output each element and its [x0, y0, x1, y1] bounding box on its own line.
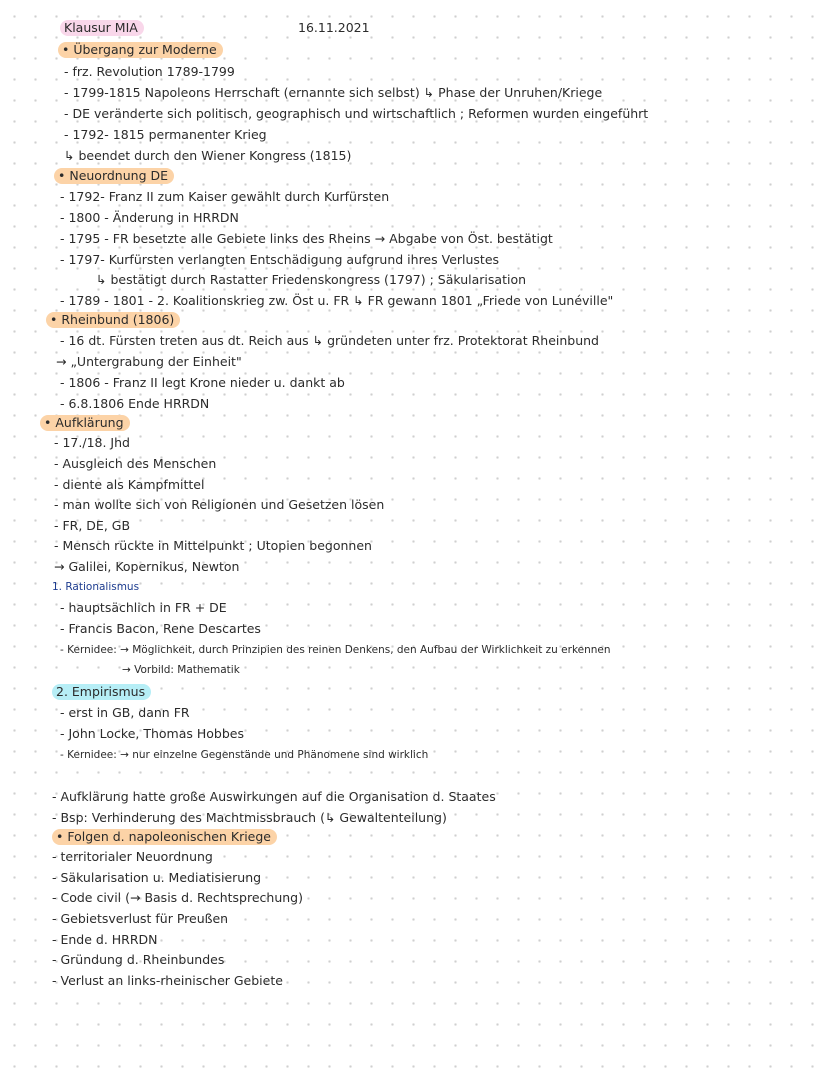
note-line: - Kernidee: → nur einzelne Gegenstände und Phänomene sind wirklich — [60, 749, 429, 761]
note-line: - 1792- 1815 permanenter Krieg — [64, 127, 267, 142]
note-line: - 1792- Franz II zum Kaiser gewählt durch Kurfürsten — [60, 189, 390, 204]
note-line: - Gebietsverlust für Preußen — [52, 911, 229, 926]
note-line: - Bsp: Verhinderung des Machtmissbrauch (↳ Gewaltenteilung) — [52, 810, 447, 825]
note-line: - 17./18. Jhd — [54, 435, 130, 450]
section-heading: • Folgen d. napoleonischen Kriege — [52, 829, 277, 845]
subheading: 1. Rationalismus — [52, 581, 140, 593]
note-line: → „Untergrabung der Einheit" — [56, 354, 242, 369]
note-line: - diente als Kampfmittel — [54, 477, 205, 492]
section-heading: 2. Empirismus — [52, 684, 151, 700]
note-line: - Ende d. HRRDN — [52, 932, 158, 947]
note-line: - territorialer Neuordnung — [52, 849, 213, 864]
note-line: - Francis Bacon, Rene Descartes — [60, 621, 261, 636]
note-line: - Verlust an links-rheinischer Gebiete — [52, 973, 283, 988]
note-line: - 16 dt. Fürsten treten aus dt. Reich aus ↳ gründeten unter frz. Protektorat Rheinbund — [60, 333, 599, 348]
note-line: - FR, DE, GB — [54, 518, 131, 533]
note-line: - 1797- Kurfürsten verlangten Entschädigung aufgrund ihres Verlustes — [60, 252, 500, 267]
note-line: ↳ beendet durch den Wiener Kongress (1815) — [64, 148, 352, 163]
page-date: 16.11.2021 — [298, 20, 370, 35]
note-line: - DE veränderte sich politisch, geographisch und wirtschaftlich ; Reformen wurden eingeführt — [64, 106, 649, 121]
note-line: ↳ bestätigt durch Rastatter Friedenskongress (1797) ; Säkularisation — [96, 272, 527, 287]
section-heading: • Aufklärung — [40, 415, 130, 431]
section-heading: • Rheinbund (1806) — [46, 312, 180, 328]
note-line: - hauptsächlich in FR + DE — [60, 600, 227, 615]
note-line: - 1800 - Änderung in HRRDN — [60, 210, 239, 225]
note-line: - man wollte sich von Religionen und Gesetzen lösen — [54, 497, 385, 512]
section-heading: • Übergang zur Moderne — [58, 42, 223, 58]
note-line: - erst in GB, dann FR — [60, 705, 190, 720]
note-line: - Code civil (→ Basis d. Rechtsprechung) — [52, 890, 303, 905]
page-title: Klausur MIA — [60, 20, 144, 36]
note-line: - 1795 - FR besetzte alle Gebiete links des Rheins → Abgabe von Öst. bestätigt — [60, 231, 553, 246]
note-line: → Galilei, Kopernikus, Newton — [54, 559, 240, 574]
note-line: - Kernidee: → Möglichkeit, durch Prinzipien des reinen Denkens, den Aufbau der Wirklichkeit zu erkennen — [60, 644, 611, 656]
note-line: - Mensch rückte in Mittelpunkt ; Utopien begonnen — [54, 538, 372, 553]
note-line: - Ausgleich des Menschen — [54, 456, 217, 471]
note-line: → Vorbild: Mathematik — [122, 664, 240, 676]
note-line: - Säkularisation u. Mediatisierung — [52, 870, 262, 885]
note-line: - frz. Revolution 1789-1799 — [64, 64, 235, 79]
section-heading: • Neuordnung DE — [54, 168, 174, 184]
note-line: - Aufklärung hatte große Auswirkungen auf die Organisation d. Staates — [52, 789, 496, 804]
note-line: - 1806 - Franz II legt Krone nieder u. dankt ab — [60, 375, 345, 390]
note-line: - Gründung d. Rheinbundes — [52, 952, 225, 967]
note-line: - John Locke, Thomas Hobbes — [60, 726, 244, 741]
note-line: - 6.8.1806 Ende HRRDN — [60, 396, 210, 411]
note-line: - 1799-1815 Napoleons Herrschaft (ernannte sich selbst) ↳ Phase der Unruhen/Kriege — [64, 85, 603, 100]
note-line: - 1789 - 1801 - 2. Koalitionskrieg zw. Öst u. FR ↳ FR gewann 1801 „Friede von Lunéville" — [60, 293, 614, 308]
